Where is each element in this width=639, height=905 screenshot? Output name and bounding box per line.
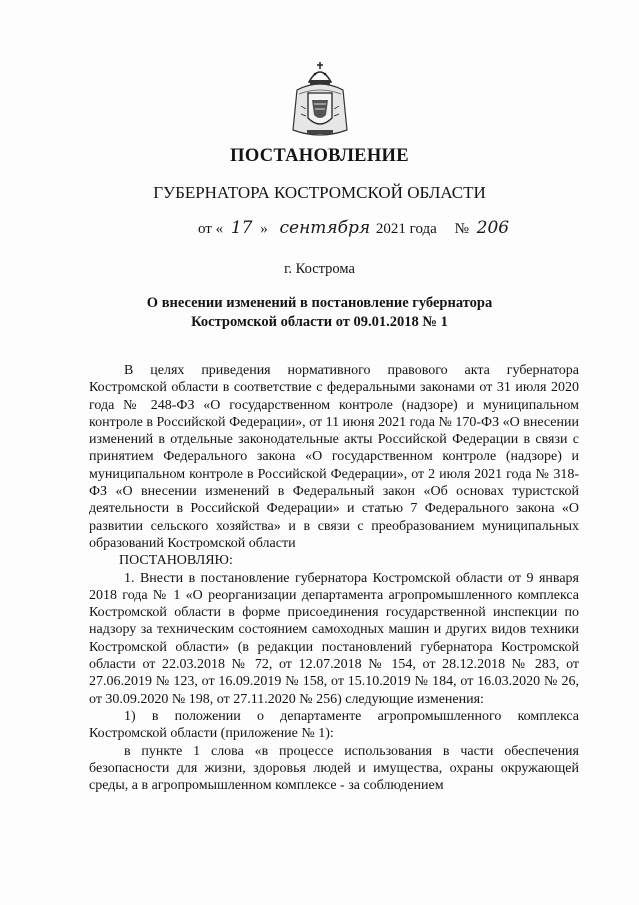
number-label: № bbox=[454, 221, 469, 237]
date-prefix: от « bbox=[198, 221, 224, 237]
date-year: 2021 года bbox=[375, 221, 437, 237]
resolution-word: ПОСТАНОВЛЯЮ: bbox=[119, 553, 233, 569]
heading-line-2: Костромской области от 09.01.2018 № 1 bbox=[191, 314, 448, 330]
date-line bbox=[198, 218, 509, 238]
document-number: 206 bbox=[476, 218, 510, 238]
date-day: 17 bbox=[230, 218, 253, 238]
document-title: ПОСТАНОВЛЕНИЕ bbox=[230, 146, 409, 166]
paragraph-1: 1. Внести в постановление губернатора Костромской области от 9 января 2018 года № 1 «О реорганизации департамента агропромышленного комплекса Костромской области в форме присоединения государственной инспекции по надзору за техническим состоянием самоходных машин и других видов техники Костромской области» (в редакции постановлений губернатора Костромской области от 22.03.2018 № 72, от 12.07.2018 № 154, от 28.12.2018 № 283, от 27.06.2019 № 123, от 16.09.2019 № 158, от 15.10.2019 № 184, от 16.03.2020 № 26, от 30.09.2020 № 198, от 27.11.2020 № 256) следующие изменения: bbox=[89, 570, 579, 707]
coat-of-arms-icon bbox=[289, 60, 351, 144]
date-month: сентября bbox=[279, 218, 371, 238]
document-subtitle: ГУБЕРНАТОРА КОСТРОМСКОЙ ОБЛАСТИ bbox=[153, 183, 486, 202]
heading-line-1: О внесении изменений в постановление губернатора bbox=[146, 295, 493, 311]
date-mid: » bbox=[260, 221, 268, 237]
paragraph-1-text: в пункте 1 слова «в процессе использования в части обеспечения безопасности для жизни, здоровья людей и имущества, охраны окружающей среды, а в агропромышленном комплексе - за соблюдением bbox=[89, 743, 579, 794]
city: г. Кострома bbox=[284, 261, 355, 277]
document-body bbox=[89, 362, 579, 794]
document-heading bbox=[100, 294, 539, 332]
paragraph-1-subitem: 1) в положении о департаменте агропромышленного комплекса Костромской области (приложение № 1): bbox=[89, 708, 579, 742]
preamble-paragraph: В целях приведения нормативного правового акта губернатора Костромской области в соответствие с федеральными законами от 31 июля 2020 года № 248-ФЗ «О государственном контроле (надзоре) и муниципальном контроле в Российской Федерации», от 11 июня 2021 года № 170-ФЗ «О внесении изменений в отдельные законодательные акты Российской Федерации в связи с принятием Федерального закона «О государственном контроле (надзоре) и муниципальном контроле в Российской Федерации», от 2 июля 2021 года № 318-ФЗ «О внесении изменений в Федеральный закон «Об основах туристской деятельности в Российской Федерации» и статью 7 Федерального закона «О развитии сельского хозяйства» и в связи с преобразованием муниципальных образований Костромской области bbox=[89, 363, 579, 551]
